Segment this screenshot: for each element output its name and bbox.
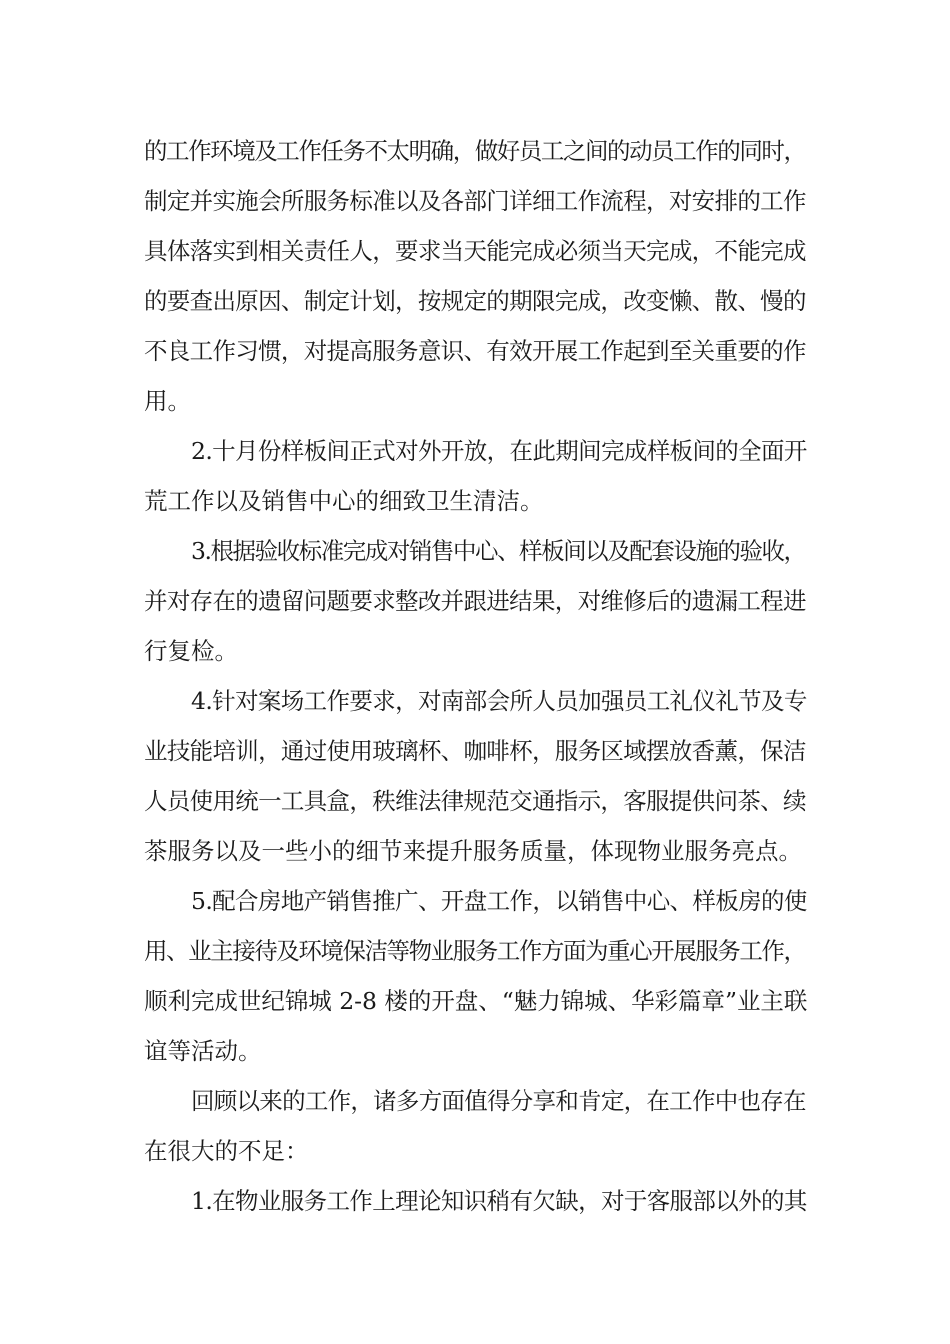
document-body [144,126,807,1226]
text-line: 制定并实施会所服务标准以及各部门详细工作流程，对安排的工作 [144,187,806,215]
text-line: 用、业主接待及环境保洁等物业服务工作方面为重心开展服务工作， [144,937,806,965]
paragraph [144,426,807,526]
text-line: 5.配合房地产销售推广、开盘工作，以销售中心、样板房的使 [191,887,807,915]
paragraph [144,526,807,676]
text-line: 的要查出原因、制定计划，按规定的期限完成，改变懒、散、慢的 [144,287,806,315]
text-line: 茶服务以及一些小的细节来提升服务质量，体现物业服务亮点。 [144,837,802,865]
text-line: 并对存在的遗留问题要求整改并跟进结果，对维修后的遗漏工程进 [144,587,806,615]
text-line: 具体落实到相关责任人，要求当天能完成必须当天完成，不能完成 [144,237,806,265]
text-line: 回顾以来的工作，诸多方面值得分享和肯定，在工作中也存在 [191,1087,806,1115]
paragraph [144,1076,807,1176]
text-line: 业技能培训，通过使用玻璃杯、咖啡杯，服务区域摆放香薰，保洁 [144,737,806,765]
text-line: 谊等活动。 [144,1037,262,1065]
paragraph [144,126,807,426]
text-line: 顺利完成世纪锦城 2-8 楼的开盘、“魅力锦城、华彩篇章”业主联 [144,987,808,1015]
text-line: 在很大的不足： [144,1137,309,1165]
text-line: 2.十月份样板间正式对外开放，在此期间完成样板间的全面开 [191,437,807,465]
text-line: 荒工作以及销售中心的细致卫生清洁。 [144,487,544,515]
paragraph [144,676,807,876]
text-line: 人员使用统一工具盒，秩维法律规范交通指示，客服提供问茶、续 [144,787,806,815]
paragraph [144,876,807,1076]
text-line: 用。 [144,387,191,415]
text-line: 1.在物业服务工作上理论知识稍有欠缺，对于客服部以外的其 [191,1187,807,1215]
text-line: 的工作环境及工作任务不太明确，做好员工之间的动员工作的同时， [144,137,806,165]
text-line: 行复检。 [144,637,238,665]
paragraph [144,1176,807,1226]
text-line: 3.根据验收标准完成对销售中心、样板间以及配套设施的验收， [191,537,806,565]
text-line: 4.针对案场工作要求，对南部会所人员加强员工礼仪礼节及专 [191,687,807,715]
text-line: 不良工作习惯，对提高服务意识、有效开展工作起到至关重要的作 [144,337,806,365]
